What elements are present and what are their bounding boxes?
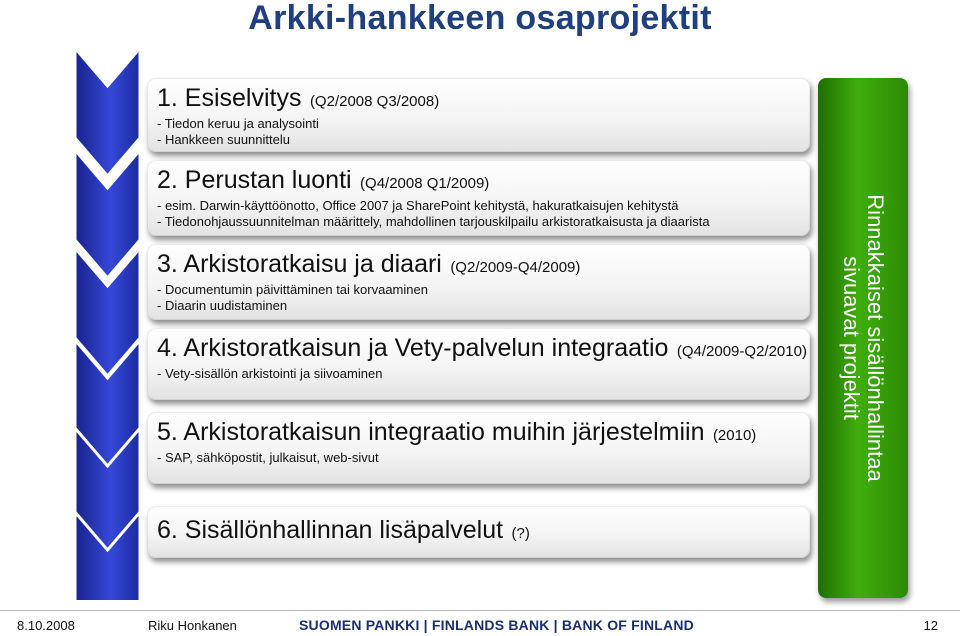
phase-line: - Tiedon keruu ja analysointi [157,116,319,131]
footer-author: Riku Honkanen [148,618,237,633]
phase-line: - Tiedonohjaussuunnitelman määrittely, mahdollinen tarjouskilpailu arkistoratkaisusta ja diaarista [157,214,710,229]
phase-box-2 [147,160,810,236]
phase-title: 1. Esiselvitys [157,84,302,112]
phase-box-5 [147,412,810,484]
phase-period: (Q2/2008 Q3/2008) [309,93,440,110]
parallel-projects-line-1: Rinnakkaiset sisällönhallintaa [863,194,888,482]
phase-box-4 [147,328,810,400]
footer [0,610,960,636]
phase-line: - esim. Darwin-käyttöönotto, Office 2007 ja SharePoint kehitystä, hakuratkaisujen kehitystä [157,198,679,213]
footer-organization: SUOMEN PANKKI | FINLANDS BANK | BANK OF FINLAND [299,617,694,633]
chevron-column [0,0,150,600]
parallel-projects-label [839,78,887,598]
phase-box-1 [147,78,810,152]
phase-line: - Documentumin päivittäminen tai korvaaminen [157,282,428,297]
page-title: Arkki-hankkeen osaprojektit [248,0,712,37]
footer-page-number: 12 [923,618,938,633]
chevron-arrow-icon [75,48,140,176]
phase-title: 6. Sisällönhallinnan lisäpalvelut [157,516,504,544]
parallel-projects-panel [818,78,908,598]
phase-period: (Q4/2008 Q1/2009) [360,175,490,192]
phase-box-3 [147,244,810,320]
phase-line: - Diaarin uudistaminen [157,298,288,313]
phase-line: - Hankkeen suunnittelu [157,132,290,147]
phase-title: 5. Arkistoratkaisun integraatio muihin järjestelmiin [157,418,705,446]
phase-line: - Vety-sisällön arkistointi ja siivoaminen [157,366,383,381]
footer-divider [0,610,960,611]
phase-title: 2. Perustan luonti [157,166,352,194]
phase-title: 4. Arkistoratkaisun ja Vety-palvelun integraatio [157,334,669,362]
footer-date: 8.10.2008 [17,618,75,633]
phase-title: 3. Arkistoratkaisu ja diaari [157,250,442,278]
parallel-projects-line-2: sivuavat projektit [839,256,864,420]
phase-period: (Q2/2009-Q4/2009) [450,259,581,276]
phase-period: (Q4/2009-Q2/2010) [676,343,807,360]
phase-period: (2010) [712,427,757,444]
phase-box-6 [147,506,810,558]
phase-line: - SAP, sähköpostit, julkaisut, web-sivut [157,450,379,465]
phase-period: (?) [511,525,530,542]
